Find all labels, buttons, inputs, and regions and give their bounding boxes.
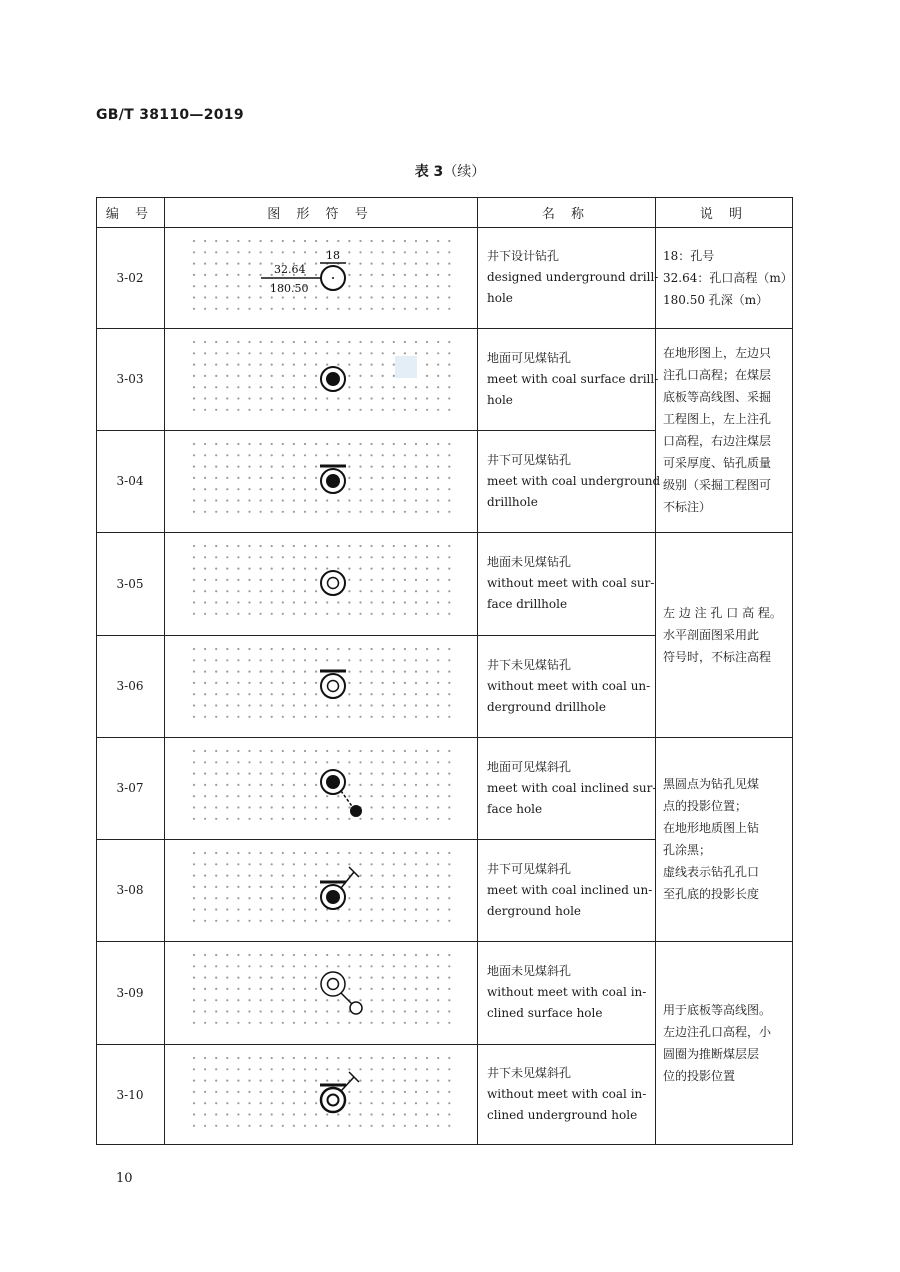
name-english: meet with coal surface drill- [487, 371, 659, 386]
description-cell [655, 941, 793, 1145]
name-english: face hole [487, 801, 543, 816]
row-code: 3-09 [116, 985, 144, 1000]
drillhole-circle-icon [321, 1088, 345, 1112]
name-english: meet with coal inclined un- [487, 882, 653, 897]
row-name [477, 839, 655, 941]
description-line: 圆圈为推断煤层层 [663, 1047, 760, 1061]
name-english: without meet with coal in- [487, 985, 647, 999]
description-line: 点的投影位置； [663, 799, 748, 813]
name-chinese: 井下可见煤钻孔 [487, 452, 572, 467]
table-caption [0, 161, 900, 181]
description-cell [655, 532, 793, 737]
graphic-symbol-cell [164, 430, 477, 532]
projection-dashed-line [341, 791, 354, 809]
row-name [477, 532, 655, 635]
name-english: clined underground hole [487, 1108, 638, 1122]
name-chinese: 井下未见煤斜孔 [487, 1066, 572, 1080]
graphic-symbol-cell [164, 737, 477, 839]
description-line: 工程图上，左上注孔 [663, 412, 772, 426]
inferred-seam-circle-icon [350, 1002, 362, 1014]
symbol-3-08 [164, 839, 477, 940]
name-english: derground drillhole [487, 699, 606, 714]
hole-number-label: 18 [326, 249, 340, 262]
name-english: derground hole [487, 903, 582, 918]
column-header-name: 名 称 [541, 206, 591, 222]
symbol-3-07 [164, 737, 477, 838]
description-line: 在地形图上，左边只 [663, 346, 772, 360]
description-line: 左边注孔口高程，小 [663, 1025, 772, 1039]
column-header-code: 编 号 [105, 206, 155, 222]
graphic-symbol-cell [164, 635, 477, 737]
row-code: 3-03 [116, 372, 144, 386]
elevation-label: 32.64 [274, 263, 306, 276]
description-line: 在地形地质图上钻 [663, 821, 760, 835]
row-name [477, 227, 659, 328]
row-code: 3-10 [116, 1087, 144, 1102]
name-chinese: 地面未见煤钻孔 [487, 555, 572, 569]
description-line: 符号时，不标注高程 [663, 649, 772, 664]
description-cell [655, 227, 793, 328]
row-name [477, 941, 655, 1044]
name-english: drillhole [487, 494, 538, 509]
description-cell [655, 328, 793, 532]
highlight-mark [395, 356, 417, 378]
row-name [477, 737, 655, 839]
graphic-symbol-cell [164, 532, 477, 635]
description-line: 32.64：孔口高程（m） [663, 270, 793, 285]
depth-label: 180.50 [270, 282, 309, 295]
description-line: 口高程，右边注煤层 [663, 434, 772, 448]
graphic-symbol-cell [164, 328, 477, 430]
dot-grid-background [193, 1057, 451, 1127]
description-line: 左 边 注 孔 口 高 程。 [663, 605, 782, 620]
row-code: 3-07 [116, 781, 144, 795]
name-chinese: 地面可见煤斜孔 [487, 759, 572, 774]
standard-code: GB/T 38110—2019 [96, 107, 244, 123]
name-english: clined surface hole [487, 1006, 603, 1020]
inclined-line [341, 993, 352, 1004]
name-chinese: 地面未见煤斜孔 [487, 964, 572, 978]
graphic-symbol-cell [164, 1044, 477, 1145]
symbol-3-02 [164, 227, 477, 328]
row-name [477, 1044, 655, 1145]
row-code: 3-08 [116, 883, 144, 897]
description-line: 可采厚度、钻孔质量 [663, 456, 772, 470]
description-line: 不标注） [663, 500, 712, 514]
description-line: 注孔口高程；在煤层 [663, 368, 772, 382]
row-name [477, 430, 661, 532]
row-code: 3-06 [116, 679, 144, 693]
drillhole-circle-icon [321, 674, 345, 698]
symbol-3-06 [164, 635, 477, 736]
center-dot-icon [332, 277, 334, 279]
page-number: 10 [116, 1171, 133, 1186]
inclined-line [341, 872, 354, 888]
description-line: 底板等高线图、采掘 [663, 390, 772, 404]
column-header-description: 说 明 [699, 206, 749, 222]
coal-filled-dot-icon [326, 372, 340, 386]
symbol-3-10 [164, 1044, 477, 1145]
row-code: 3-04 [116, 474, 144, 488]
name-english: designed underground drill- [487, 270, 659, 284]
name-chinese: 地面可见煤钻孔 [487, 350, 572, 365]
name-chinese: 井下未见煤钻孔 [487, 657, 572, 672]
graphic-symbol-cell [164, 839, 477, 941]
drillhole-circle-icon [321, 571, 345, 595]
table-caption-continued: （续） [443, 164, 486, 180]
description-line: 黑圆点为钻孔见煤 [663, 777, 760, 791]
name-english: face drillhole [487, 597, 568, 611]
name-english: without meet with coal sur- [487, 576, 655, 590]
table-caption-number: 表 3 [414, 164, 444, 180]
symbol-3-09 [164, 941, 477, 1042]
coal-filled-dot-icon [326, 775, 340, 789]
column-header-symbol: 图 形 符 号 [267, 206, 374, 222]
description-line: 用于底板等高线图。 [663, 1003, 772, 1017]
name-english: meet with coal underground [487, 473, 661, 488]
graphic-symbol-cell [164, 941, 477, 1044]
description-line: 180.50 孔深（m） [663, 292, 769, 307]
name-english: hole [487, 392, 513, 407]
coal-point-dot-icon [350, 805, 362, 817]
description-cell [655, 737, 793, 941]
name-english: meet with coal inclined sur- [487, 780, 657, 795]
dot-grid-background [193, 852, 451, 922]
coal-filled-dot-icon [326, 474, 340, 488]
symbol-table [96, 197, 793, 1145]
name-english: hole [487, 291, 513, 305]
row-code: 3-05 [116, 576, 144, 591]
name-chinese: 井下设计钻孔 [487, 249, 560, 263]
name-english: without meet with coal un- [487, 678, 651, 693]
row-name [477, 328, 659, 430]
symbol-3-04 [164, 430, 477, 531]
description-line: 虚线表示钻孔孔口 [663, 865, 760, 879]
drillhole-circle-icon [321, 972, 345, 996]
description-line: 18：孔号 [663, 248, 715, 263]
description-line: 位的投影位置 [663, 1069, 736, 1083]
row-name [477, 635, 655, 737]
description-line: 水平剖面图采用此 [663, 627, 760, 642]
name-english: without meet with coal in- [487, 1087, 647, 1101]
row-code: 3-02 [116, 270, 144, 285]
name-chinese: 井下可见煤斜孔 [487, 861, 572, 876]
description-line: 孔涂黑； [663, 843, 712, 857]
symbol-3-05 [164, 532, 477, 633]
coal-filled-dot-icon [326, 890, 340, 904]
graphic-symbol-cell [164, 227, 477, 328]
description-line: 级别（采掘工程图可 [663, 478, 772, 492]
symbol-3-03 [164, 328, 477, 429]
description-line: 至孔底的投影长度 [663, 887, 760, 901]
